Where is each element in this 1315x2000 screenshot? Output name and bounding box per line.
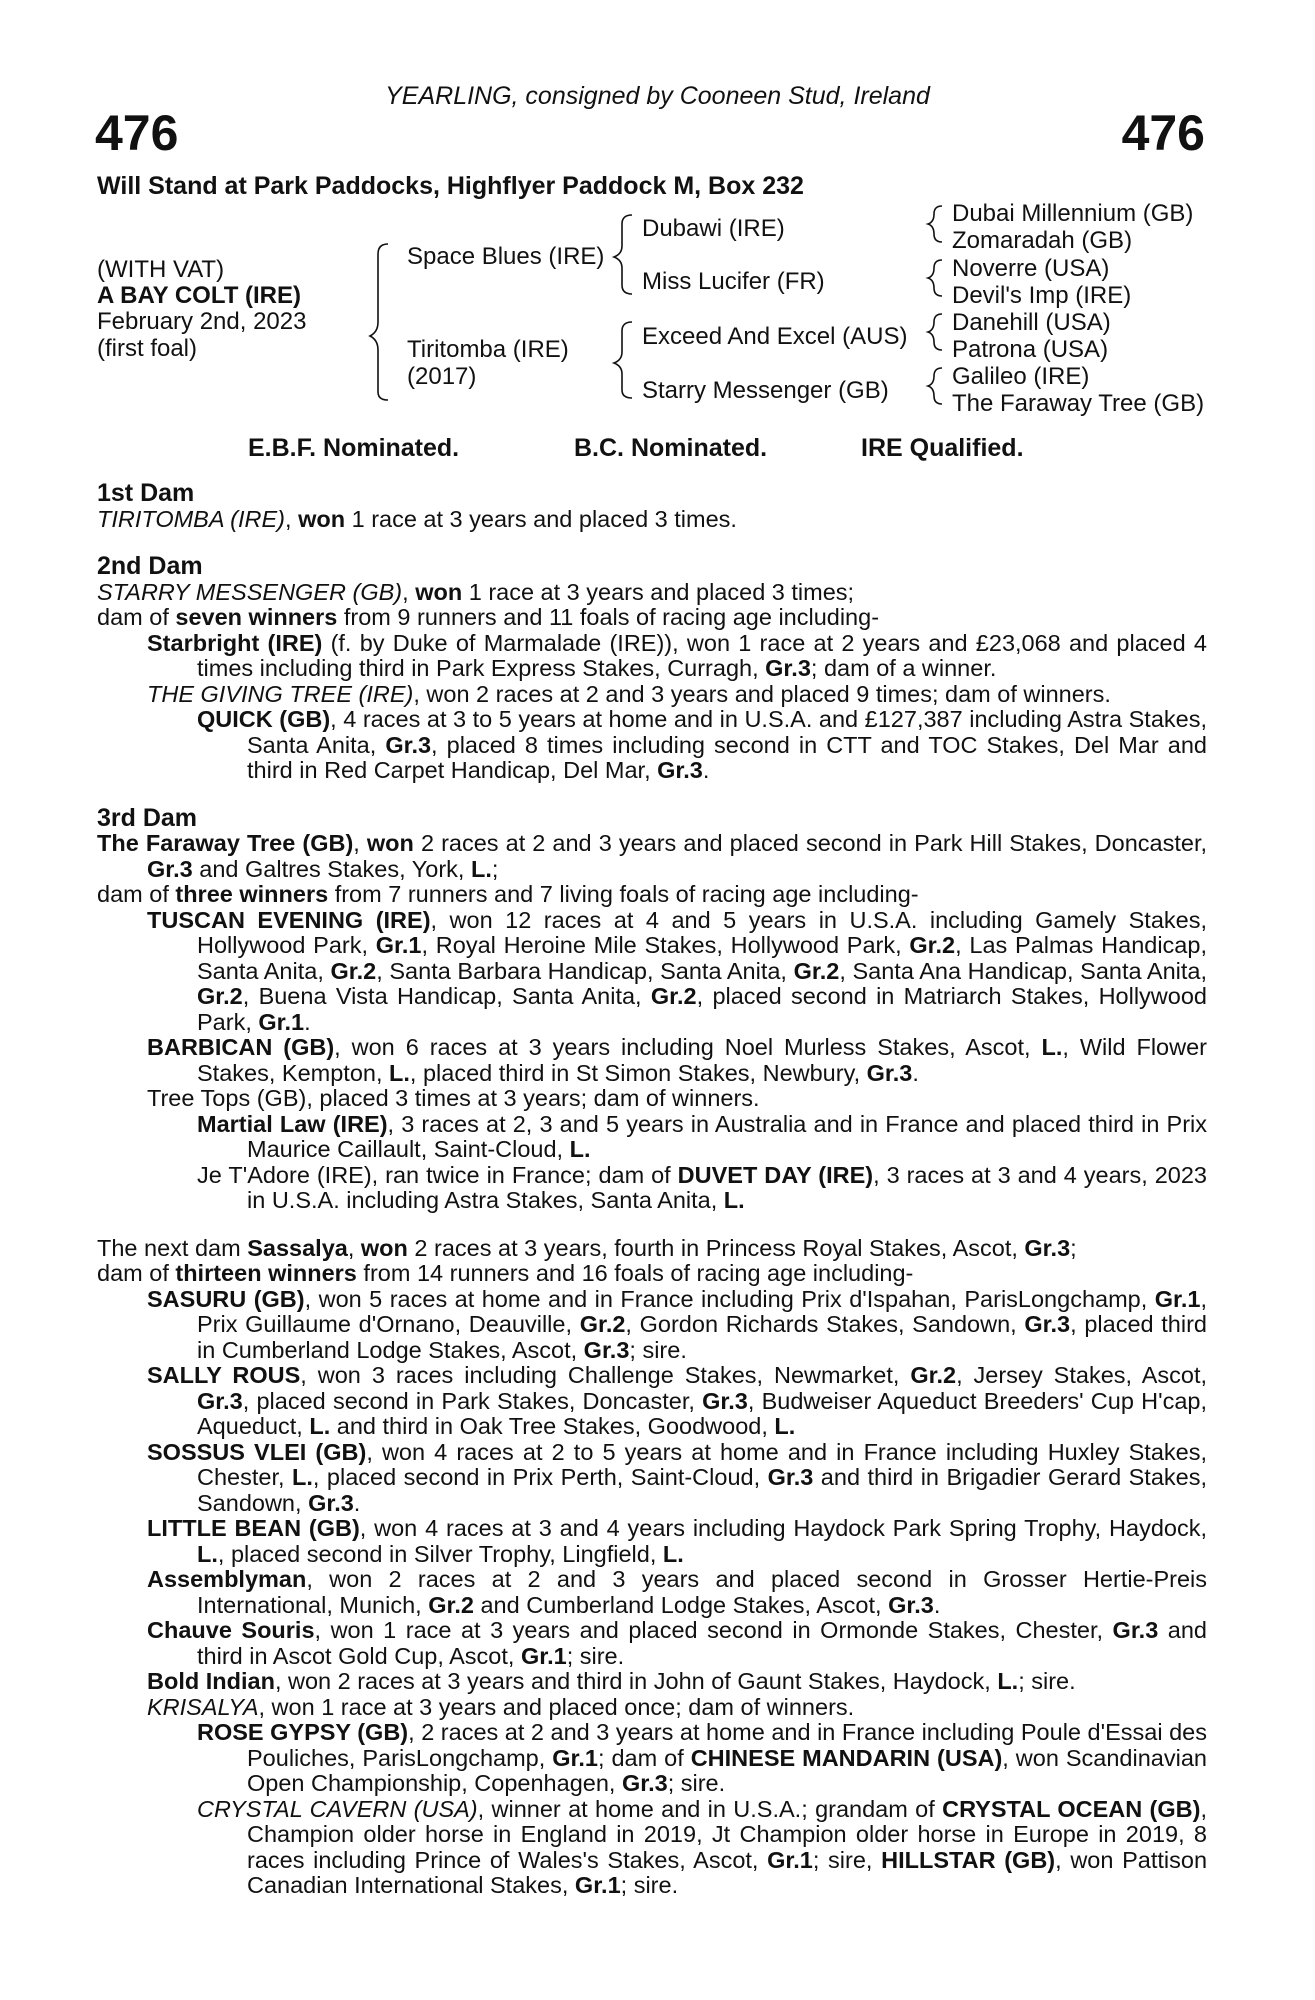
produce-entry: KRISALYA, won 1 race at 3 years and placed once; dam of winners. <box>147 1693 855 1720</box>
vat-note: (WITH VAT) <box>97 256 225 283</box>
horse-note: (first foal) <box>97 335 198 362</box>
ire-qualified: IRE Qualified. <box>861 434 1024 462</box>
venue-line: Will Stand at Park Paddocks, Highflyer Paddock M, Box 232 <box>97 172 804 200</box>
sire-name: Space Blues (IRE) <box>407 243 605 270</box>
third-dam-heading: 3rd Dam <box>97 803 198 832</box>
ggp-2: Zomaradah (GB) <box>952 227 1133 254</box>
ggp-1: Dubai Millennium (GB) <box>952 200 1194 227</box>
ggp-8: The Faraway Tree (GB) <box>952 390 1205 417</box>
ggp-3: Noverre (USA) <box>952 255 1110 282</box>
ggp-7: Galileo (IRE) <box>952 363 1090 390</box>
produce-entry: Chauve Souris, won 1 race at 3 years and placed second in Ormonde Stakes, Chester, Gr.3 and third in Ascot Gold Cup, Ascot, Gr.1; sire. <box>147 1617 1207 1669</box>
ggp-4: Devil's Imp (IRE) <box>952 282 1132 309</box>
third-dam-text: The Faraway Tree (GB), won 2 races at 2 and 3 years and placed second in Park Hill Stakes, Doncaster, Gr.3 and Galtres Stakes, York, L.; <box>97 830 1208 882</box>
first-dam-text: TIRITOMBA (IRE), won 1 race at 3 years and placed 3 times. <box>97 505 737 532</box>
ggp-6: Patrona (USA) <box>952 336 1109 363</box>
produce-entry: SASURU (GB), won 5 races at home and in France including Prix d'Ispahan, ParisLongchamp, Gr.1, Prix Guillaume d'Ornano, Deauville, Gr.2, Gordon Richards Stakes, Sandown, Gr.3, placed third in Cumberland Lodge Stakes, Ascot, Gr.3; sire. <box>147 1285 1207 1363</box>
next-dam-text: The next dam Sassalya, won 2 races at 3 years, fourth in Princess Royal Stakes, Ascot, Gr.3; <box>97 1234 1077 1261</box>
produce-record <box>97 481 1207 1899</box>
second-dam-produce: dam of seven winners from 9 runners and 11 foals of racing age including- <box>97 604 880 630</box>
dam-dam: Starry Messenger (GB) <box>642 377 889 404</box>
produce-entry: SALLY ROUS, won 3 races including Challenge Stakes, Newmarket, Gr.2, Jersey Stakes, Ascot, Gr.3, placed second in Park Stakes, Doncaster, Gr.3, Budweiser Aqueduct Breeders' Cup H'cap, Aqueduct, L. and third in Oak Tree Stakes, Goodwood, L. <box>147 1362 1208 1439</box>
produce-entry: Assemblyman, won 2 races at 2 and 3 years and placed second in Grosser Hertie-Preis International, Munich, Gr.2 and Cumberland Lodge Stakes, Ascot, Gr.3. <box>147 1566 1207 1618</box>
produce-entry: Martial Law (IRE), 3 races at 2, 3 and 5 years in Australia and in France and placed third in Prix Maurice Caillault, Saint-Cloud, L. <box>197 1110 1207 1162</box>
produce-entry: TUSCAN EVENING (IRE), won 12 races at 4 and 5 years in U.S.A. including Gamely Stakes, Hollywood Park, Gr.1, Royal Heroine Mile Stakes, Hollywood Park, Gr.2, Las Palmas Handicap, Santa Anita, Gr.2, Santa Barbara Handicap, Santa Anita, Gr.2, Santa Ana Handicap, Santa Anita, Gr.2, Buena Vista Handicap, Santa Anita, Gr.2, placed second in Matriarch Stakes, Hollywood Park, Gr.1. <box>147 906 1207 1035</box>
ggp-5: Danehill (USA) <box>952 309 1111 336</box>
produce-entry: CRYSTAL CAVERN (USA), winner at home and in U.S.A.; grandam of CRYSTAL OCEAN (GB), Champion older horse in England in 2019, Jt Champion older horse in Europe in 2019, 8 races including Prince of Wales's Stakes, Ascot, Gr.1; sire, HILLSTAR (GB), won Pattison Canadian International Stakes, Gr.1; sire. <box>197 1795 1208 1898</box>
dam-name: Tiritomba (IRE) <box>407 336 569 363</box>
lot-number-left: 476 <box>95 105 179 161</box>
produce-entry: Je T'Adore (IRE), ran twice in France; dam of DUVET DAY (IRE), 3 races at 3 and 4 years, 2023 in U.S.A. including Astra Stakes, Santa Anita, L. <box>197 1161 1208 1213</box>
produce-entry: Tree Tops (GB), placed 3 times at 3 years; dam of winners. <box>147 1085 760 1111</box>
third-dam-produce: dam of three winners from 7 runners and 7 living foals of racing age including- <box>97 881 919 907</box>
produce-entry: Starbright (IRE) (f. by Duke of Marmalade (IRE)), won 1 race at 2 years and £23,068 and placed 4 times including third in Park Express Stakes, Curragh, Gr.3; dam of a winner. <box>147 629 1207 681</box>
produce-entry: Bold Indian, won 2 races at 3 years and third in John of Gaunt Stakes, Haydock, L.; sire. <box>147 1668 1076 1694</box>
produce-entry: ROSE GYPSY (GB), 2 races at 2 and 3 years at home and in France including Poule d'Essai des Pouliches, ParisLongchamp, Gr.1; dam of CHINESE MANDARIN (USA), won Scandinavian Open Championship, Copenhagen, Gr.3; sire. <box>197 1719 1207 1796</box>
produce-entry: LITTLE BEAN (GB), won 4 races at 3 and 4 years including Haydock Park Spring Trophy, Haydock, L., placed second in Silver Trophy, Lingfield, L. <box>147 1515 1207 1567</box>
lot-number-right: 476 <box>1121 105 1205 161</box>
bc-nomination: B.C. Nominated. <box>574 434 768 462</box>
produce-entry: BARBICAN (GB), won 6 races at 3 years including Noel Murless Stakes, Ascot, L., Wild Flower Stakes, Kempton, L., placed third in St Simon Stakes, Newbury, Gr.3. <box>147 1034 1207 1086</box>
dam-year: (2017) <box>407 363 477 390</box>
horse-name: A BAY COLT (IRE) <box>97 282 302 309</box>
second-dam-heading: 2nd Dam <box>97 552 203 580</box>
produce-entry: THE GIVING TREE (IRE), won 2 races at 2 and 3 years and placed 9 times; dam of winners. <box>147 680 1111 707</box>
sire-dam: Miss Lucifer (FR) <box>642 268 825 295</box>
ebf-nomination: E.B.F. Nominated. <box>248 434 460 462</box>
horse-dob: February 2nd, 2023 <box>97 308 307 335</box>
first-dam-heading: 1st Dam <box>97 479 195 507</box>
dam-sire: Exceed And Excel (AUS) <box>642 323 908 350</box>
sire-sire: Dubawi (IRE) <box>642 215 785 242</box>
second-dam-text: STARRY MESSENGER (GB), won 1 race at 3 years and placed 3 times; <box>97 578 855 605</box>
produce-entry: SOSSUS VLEI (GB), won 4 races at 2 to 5 years at home and in France including Huxley Stakes, Chester, L., placed second in Prix Perth, Saint-Cloud, Gr.3 and third in Brigadier Gerard Stakes, Sandown, Gr.3. <box>147 1438 1208 1516</box>
next-dam-produce: dam of thirteen winners from 14 runners and 16 foals of racing age including- <box>97 1260 914 1286</box>
produce-entry: QUICK (GB), 4 races at 3 to 5 years at home and in U.S.A. and £127,387 including Astra Stakes, Santa Anita, Gr.3, placed 8 times including second in CTT and TOC Stakes, Del Mar and third in Red Carpet Handicap, Del Mar, Gr.3. <box>197 706 1207 783</box>
catalogue-subtitle: YEARLING, consigned by Cooneen Stud, Ireland <box>385 82 930 110</box>
